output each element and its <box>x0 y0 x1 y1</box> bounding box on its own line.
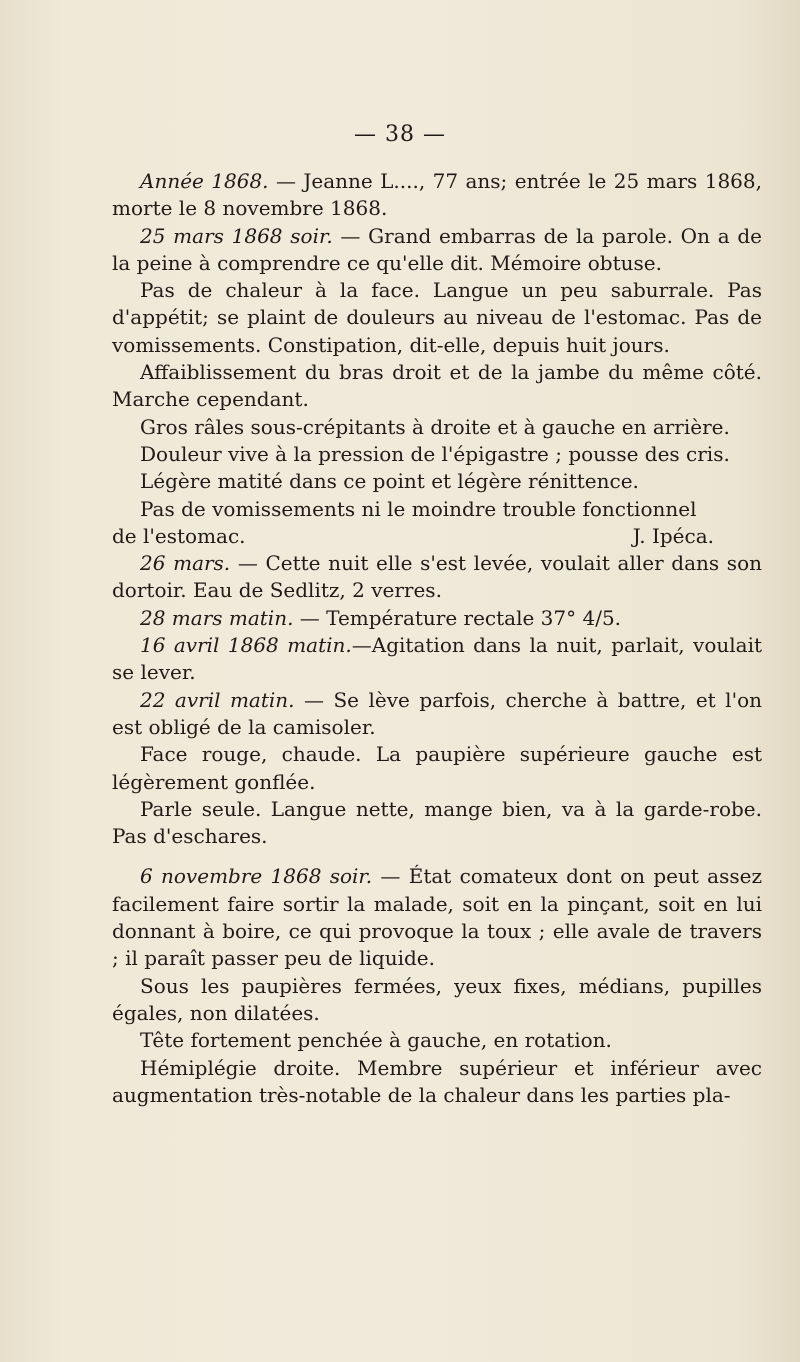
paragraph-text: — Température rectale 37° 4/5. <box>293 605 622 630</box>
paragraph: Gros râles sous-crépitants à droite et à gauche en arrière. <box>140 414 730 439</box>
paragraph-text: — État comateux dont on peut assez facilement faire sortir la malade, soit en la pinçant, soit en lui donnant à boire, ce qui provoque la toux ; elle avale de travers ; il paraît passer peu de liquide. <box>112 864 762 971</box>
paragraph: Parle seule. Langue nette, mange bien, va à la garde-robe. Pas d'eschares. <box>112 796 762 849</box>
date-heading: 6 novembre 1868 soir. <box>140 864 373 889</box>
paragraph-text: — Cette nuit elle s'est levée, voulait aller dans son dortoir. Eau de Sedlitz, 2 verres. <box>112 551 762 603</box>
paragraph-text: — Jeanne L...., 77 ans; entrée le 25 mars 1868, morte le 8 novembre 1868. <box>112 169 762 221</box>
paragraph: Sous les paupières fermées, yeux fixes, médians, pupilles égales, non dilatées. <box>112 973 762 1025</box>
paragraph-text: Pas de vomissements ni le moindre trouble fonctionnel <box>140 496 697 521</box>
paragraph: Hémiplégie droite. Membre supérieur et inférieur avec augmentation très-notable de la chaleur dans les parties pla- <box>112 1055 762 1107</box>
date-heading: 16 avril 1868 matin. <box>140 633 352 658</box>
paragraph-text-end: de l'estomac. <box>112 523 246 548</box>
paragraph-text: — Se lève parfois, cherche à battre, et l'on est obligé de la camisoler. <box>112 687 762 739</box>
paragraph: Tête fortement penchée à gauche, en rotation. <box>140 1028 612 1053</box>
paragraph-text: —Agitation dans la nuit, parlait, voulait se lever. <box>112 633 762 685</box>
paragraph <box>112 496 762 551</box>
paragraph <box>112 550 762 605</box>
date-heading: 22 avril matin. <box>140 687 295 712</box>
paragraph <box>112 605 762 632</box>
paragraph: Pas de chaleur à la face. Langue un peu saburrale. Pas d'appétit; se plaint de douleurs au niveau de l'estomac. Pas de vomissements. Constipation, dit-elle, depuis huit jours. <box>112 278 762 357</box>
paragraph: Face rouge, chaude. La paupière supérieure gauche est légèrement gonflée. <box>112 742 762 794</box>
paragraph <box>112 687 762 742</box>
prescription: J. Ipéca. <box>632 523 714 548</box>
paragraph <box>112 168 762 223</box>
paragraph-text: — Grand embarras de la parole. On a de la peine à comprendre ce qu'elle dit. Mémoire obtuse. <box>112 223 762 275</box>
paragraph: Affaiblissement du bras droit et de la jambe du même côté. Marche cependant. <box>112 360 762 412</box>
paragraph <box>112 632 762 687</box>
page-number: — 38 — <box>354 122 446 147</box>
paragraph <box>112 223 762 278</box>
paragraph-last-line <box>112 523 762 550</box>
paragraph: Légère matité dans ce point et légère rénittence. <box>140 469 639 494</box>
date-heading: 26 mars. <box>140 551 231 576</box>
date-heading: Année 1868. <box>140 169 269 193</box>
paragraph <box>112 863 762 972</box>
date-heading: 28 mars matin. <box>140 605 294 630</box>
body-text <box>112 168 762 1109</box>
paragraph: Douleur vive à la pression de l'épigastre ; pousse des cris. <box>140 441 730 466</box>
date-heading: 25 mars 1868 soir. <box>140 223 333 248</box>
